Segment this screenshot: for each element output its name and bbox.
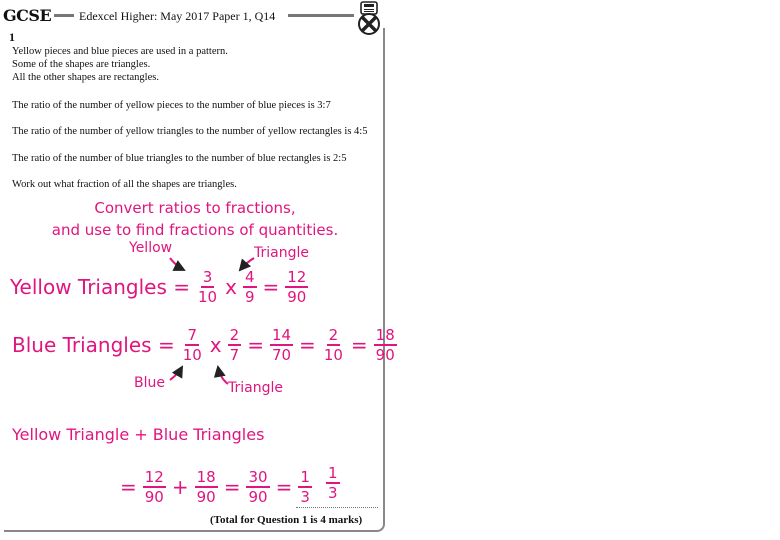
denominator: 3 [300,488,310,506]
fraction [195,468,218,506]
denominator: 3 [328,484,338,502]
denominator: 90 [375,346,395,364]
denominator: 90 [196,488,216,506]
equals-sign: = [350,333,368,357]
plus-sign: + [171,475,189,499]
arrow-blue [170,367,182,380]
ratio-yellow-triangles: The ratio of the number of yellow triangles to the number of yellow rectangles is 4:5 [12,126,368,137]
fraction [374,326,397,364]
question-line: Yellow pieces and blue pieces are used in a pattern. [12,46,228,57]
numerator: 7 [187,326,198,344]
question-number: 1 [9,30,15,44]
gcse-brand: GCSE [3,6,52,25]
denominator: 10 [323,346,343,364]
times-sign: x [225,275,237,299]
ratio-blue-triangles: The ratio of the number of blue triangles to the number of blue rectangles is 2:5 [12,153,347,164]
blue-triangles-row [12,326,397,364]
equals-sign: = [275,475,293,499]
fraction [228,326,242,364]
denominator: 90 [248,488,268,506]
numerator: 18 [375,326,395,344]
ratio-yellow-blue: The ratio of the number of yellow pieces to the number of blue pieces is 3:7 [12,100,331,111]
fraction [322,326,345,364]
times-sign: x [209,333,222,357]
label-blue: Blue [134,375,165,391]
denominator: 70 [271,346,292,364]
yellow-triangles-row [10,268,308,306]
question-line: All the other shapes are rectangles. [12,72,159,83]
fraction [243,268,257,306]
answer-line [296,507,378,508]
fraction [196,268,219,306]
denominator: 90 [287,288,307,306]
numerator: 12 [144,468,164,486]
blue-triangles-label: Blue Triangles = [12,333,175,357]
numerator: 18 [196,468,216,486]
fraction [181,326,204,364]
label-yellow: Yellow [129,240,173,256]
question-line: Some of the shapes are triangles. [12,59,151,70]
equals-sign: = [223,475,241,499]
numerator: 2 [229,326,240,344]
label-triangle-bottom: Triangle [228,380,283,396]
hint-line: and use to find fractions of quantities. [51,221,339,239]
total-marks: (Total for Question 1 is 4 marks) [210,514,363,526]
denominator: 10 [198,288,218,306]
numerator: 12 [287,268,307,286]
numerator: 4 [244,268,255,286]
numerator: 2 [328,326,339,344]
numerator: 1 [300,468,310,486]
numerator: 3 [202,268,213,286]
equals-sign: = [299,333,316,357]
denominator: 7 [229,346,240,364]
answer-fraction [326,464,340,502]
equals-sign: = [120,475,137,499]
numerator: 1 [328,464,338,482]
fraction [246,468,269,506]
numerator: 30 [248,468,268,486]
question-task: Work out what fraction of all the shapes are triangles. [12,179,237,190]
hint-line: Convert ratios to fractions, [94,199,296,217]
equals-sign: = [262,275,280,299]
sum-row [120,468,312,506]
numerator: 14 [271,326,292,344]
fraction [270,326,293,364]
answer [326,464,340,502]
denominator: 10 [182,346,202,364]
yellow-triangles-label: Yellow Triangles = [10,275,191,299]
denominator: 9 [244,288,255,306]
fraction [298,468,312,506]
fraction [285,268,308,306]
fraction [143,468,166,506]
sum-label: Yellow Triangle + Blue Triangles [12,425,265,444]
paper-title: Edexcel Higher: May 2017 Paper 1, Q14 [79,9,276,23]
arrow-triangle-bottom [218,367,228,384]
label-triangle-top: Triangle [254,245,309,261]
equals-sign: = [247,333,264,357]
denominator: 90 [144,488,164,506]
